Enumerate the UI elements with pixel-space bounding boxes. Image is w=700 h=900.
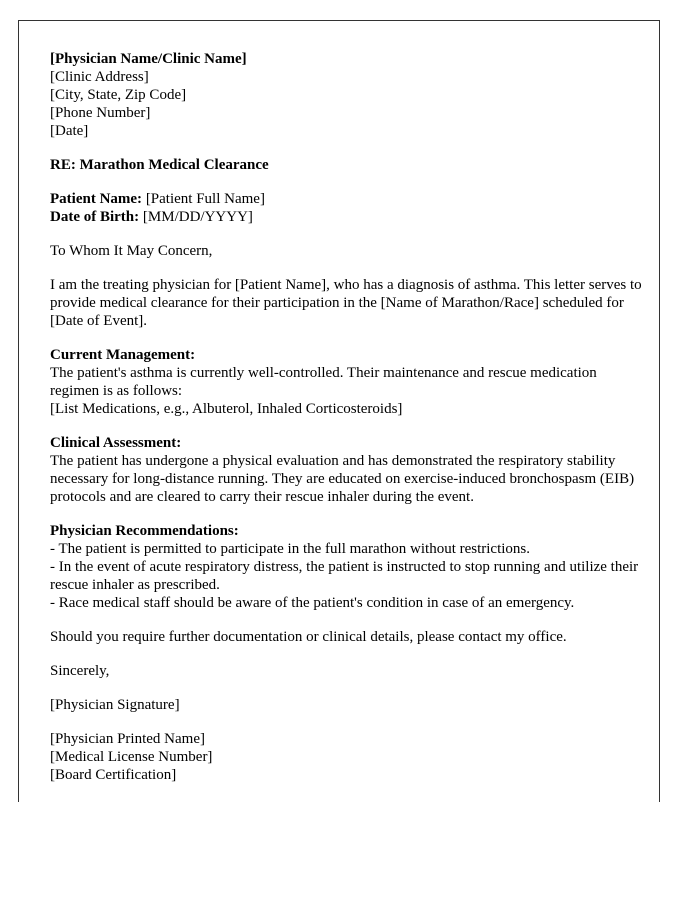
patient-dob-line [50,208,645,226]
signer-printed-name: [Physician Printed Name] [50,731,205,747]
closing-request: Should you require further documentation or clinical details, please contact my office. [50,629,567,645]
management-heading: Current Management: [50,347,196,363]
patient-dob-label: Date of Birth: [50,209,140,225]
recommendation-item: - The patient is permitted to participate in the full marathon without restrictions. [50,541,531,557]
signer-license: [Medical License Number] [50,749,213,765]
assessment-text: The patient has undergone a physical evaluation and has demonstrated the respiratory stability necessary for long-distance running. They are educated on exercise-induced bronchospasm (EIB) protocols and are cleared to carry their rescue inhaler during the event. [50,453,635,505]
patient-name-line [50,190,645,208]
recommendations-heading: Physician Recommendations: [50,523,239,539]
subject-text: RE: Marathon Medical Clearance [50,157,269,173]
sign-off: Sincerely, [50,663,110,679]
management-section [50,346,645,418]
patient-name-label: Patient Name: [50,191,143,207]
subject-line [50,156,645,174]
medication-list: [List Medications, e.g., Albuterol, Inhaled Corticosteroids] [50,401,403,417]
letter-body [50,50,645,800]
signature-placeholder: [Physician Signature] [50,697,180,713]
recommendations-section [50,522,645,612]
recommendation-item: - Race medical staff should be aware of the patient's condition in case of an emergency. [50,595,575,611]
signer-block [50,730,645,784]
sender-address: [Clinic Address] [50,69,149,85]
signer-certification: [Board Certification] [50,767,177,783]
patient-name-value: [Patient Full Name] [142,191,265,207]
sender-name: [Physician Name/Clinic Name] [50,51,247,67]
sender-block [50,50,645,140]
patient-info [50,190,645,226]
letter-date: [Date] [50,123,89,139]
salutation: To Whom It May Concern, [50,243,213,259]
assessment-heading: Clinical Assessment: [50,435,182,451]
management-text: The patient's asthma is currently well-controlled. Their maintenance and rescue medication regimen is as follows: [50,365,597,399]
sender-city-state-zip: [City, State, Zip Code] [50,87,187,103]
assessment-section [50,434,645,506]
letter-page [18,20,660,802]
intro-paragraph: I am the treating physician for [Patient Name], who has a diagnosis of asthma. This letter serves to provide medical clearance for their participation in the [Name of Marathon/Race] scheduled for [Date of Event]. [50,277,642,329]
patient-dob-value: [MM/DD/YYYY] [139,209,253,225]
sender-phone: [Phone Number] [50,105,151,121]
recommendation-item: - In the event of acute respiratory distress, the patient is instructed to stop running and utilize their rescue inhaler as prescribed. [50,559,639,593]
